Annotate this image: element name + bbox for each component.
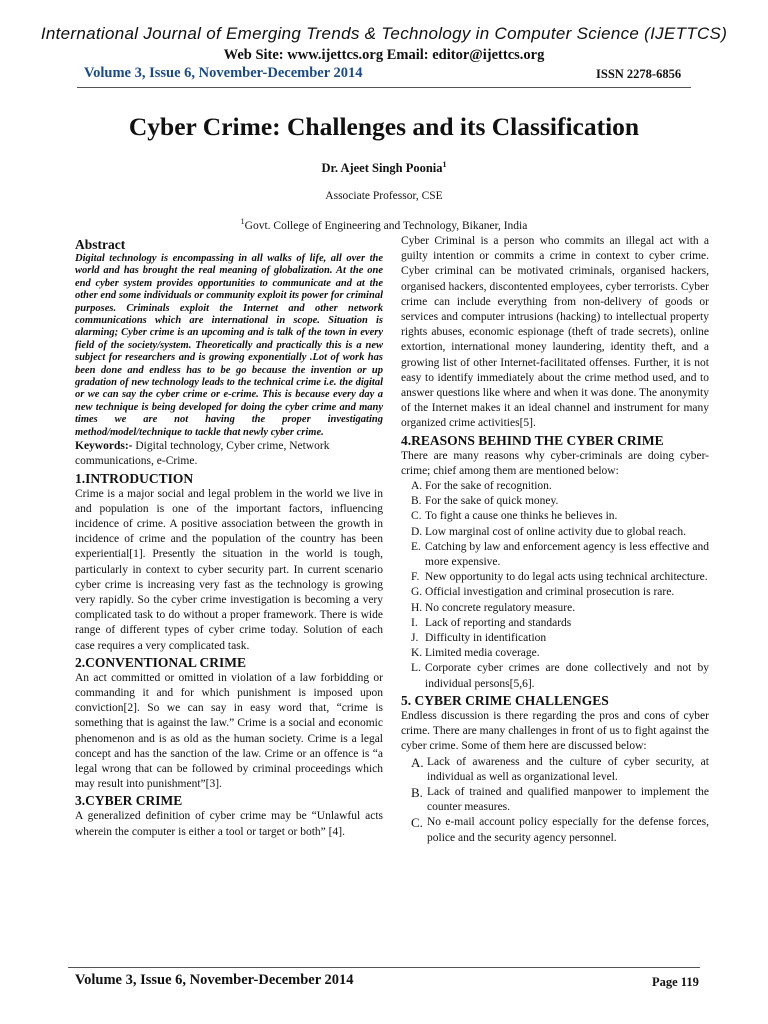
section-heading-cyber-crime: 3.CYBER CRIME <box>75 793 183 809</box>
conventional-crime-text: An act committed or omitted in violation of a law forbidding or commanding it and for which punishment is imposed upon conviction[2]. So we can say in easy word that, “crime is something that is against the law.” Crime is a social and economic phenomenon and is as old as the human society. Crime is a legal concept and has the sanction of the law. Crime or an offence is “a legal wrong that can be followed by criminal proceedings which may result into punishment”[3]. <box>75 671 383 791</box>
section-heading-reasons: 4.REASONS BEHIND THE CYBER CRIME <box>401 432 664 448</box>
header-issn: ISSN 2278-6856 <box>596 67 682 81</box>
challenges-intro: Endless discussion is there regarding the pros and cons of cyber crime. There are many challenges in front of us to fight against the cyber crime. Some of them here are discussed below: <box>401 709 709 753</box>
list-item: E. Catching by law and enforcement agency is less effective and more expensive. <box>411 540 709 569</box>
introduction-text: Crime is a major social and legal problem in the world we live in and population is one of the important factors, influencing incidence of crime. A positive association between the growth in incidence of crime and the population of the country has been experiential[1]. Presently the situation in the world is tough, particularly in context to cyber security part. In current scenario cyber crime is increasing very fast as the technology is growing very rapidly. So the cyber crime investigation is becoming a very complicated task to do without a proper framework. There is wide range of different types of cyber crime today. Solution of each case requires a very complicated task. <box>75 487 383 652</box>
section-heading-introduction: 1.INTRODUCTION <box>75 470 194 486</box>
list-item: C. To fight a cause one thinks he believes in. <box>411 510 618 523</box>
list-item: B. For the sake of quick money. <box>411 495 559 508</box>
header-volume: Volume 3, Issue 6, November-December 2014 <box>84 65 363 81</box>
author-position: Associate Professor, CSE <box>325 190 443 202</box>
cyber-crime-continued-text: Cyber Criminal is a person who commits an illegal act with a guilty intention or commits a crime in context to cyber crime. Cyber criminal can be motivated criminals, organised hackers, organised hackers, discontented employees, cyber terrorists. Cyber crime can include everything from non-delivery of goods or services and computer intrusions (hacking) to intellectual property rights abuses, economic espionage (theft of trade secrets), online extortion, international money laundering, identity theft, and a growing list of other Internet-facilitated offenses. Further, it is not easy to identify immediately about the crime method used, and to answer questions like where and when it was done. The anonymity of the Internet makes it an ideal channel and instrument for many organized crime activities[5]. <box>401 235 709 430</box>
list-item: F. New opportunity to do legal acts using technical architecture. <box>411 571 708 584</box>
journal-title: International Journal of Emerging Trends & Technology in Computer Science (IJETTCS) <box>40 24 728 43</box>
footer-page-number: Page 119 <box>652 975 699 989</box>
footer-volume: Volume 3, Issue 6, November-December 2014 <box>75 972 354 988</box>
keywords <box>75 439 383 469</box>
journal-website: Web Site: www.ijettcs.org Email: editor@ijettcs.org <box>223 47 545 63</box>
reasons-list <box>401 479 709 692</box>
right-column <box>401 234 709 846</box>
affiliation: Govt. College of Engineering and Technology, Bikaner, India <box>244 219 528 232</box>
list-item: C. No e-mail account policy especially for the defense forces, police and the security agency personnel. <box>411 815 709 844</box>
list-item: A. Lack of awareness and the culture of cyber security, at individual as well as organizational level. <box>411 754 709 783</box>
header-rule <box>77 87 691 88</box>
reasons-intro: There are many reasons why cyber-criminals are doing cyber-crime; chief among them are mentioned below: <box>401 449 709 477</box>
abstract-text: Digital technology is encompassing in all walks of life, all over the world and has brought the real meaning of globalization. At the one end cyber system provides opportunities to communicate and at the other end some individuals or community exploit its power for criminal purposes. Criminals exploit the Internet and other network communications which are international in scope. Situation is alarming; Cyber crime is an upcoming and is talk of the town in every field of the society/system. Theoretically and practically this is a new subject for researchers and is growing exponentially .Lot of work has been done and endless has to be go because the invention or up gradation of new technology leads to the technical crime i.e. the digital or we can say the cyber crime or e-crime. This is because every day a new technique is being developed for doing the cyber crime and many times we are not having the proper investigating method/model/technique to tackle that newly cyber crime. <box>75 253 383 438</box>
keywords-text: Digital technology, Cyber crime, Network communications, e-Crime. <box>75 440 330 468</box>
affiliation-sup: 1 <box>240 217 245 226</box>
list-item: H. No concrete regulatory measure. <box>411 601 576 614</box>
section-heading-challenges: 5. CYBER CRIME CHALLENGES <box>401 692 609 708</box>
footer-rule <box>68 967 700 968</box>
left-column <box>75 234 383 840</box>
keywords-label: Keywords:- <box>75 440 133 453</box>
paper-title: Cyber Crime: Challenges and its Classification <box>128 112 640 141</box>
list-item: I. Lack of reporting and standards <box>411 616 572 629</box>
list-item: K. Limited media coverage. <box>411 647 540 660</box>
list-item: G. Official investigation and criminal prosecution is rare. <box>411 586 675 599</box>
author-line <box>0 160 768 176</box>
challenges-list <box>401 755 709 846</box>
section-heading-conventional-crime: 2.CONVENTIONAL CRIME <box>75 654 247 670</box>
list-item: B. Lack of trained and qualified manpower to implement the counter measures. <box>411 784 709 814</box>
list-item: J. Difficulty in identification <box>411 632 547 645</box>
list-item: D. Low marginal cost of online activity due to global reach. <box>411 525 687 538</box>
cyber-crime-text: A generalized definition of cyber crime may be “Unlawful acts wherein the computer is either a tool or target or both” [4]. <box>75 810 383 838</box>
author-sup: 1 <box>442 160 447 169</box>
list-item: L. Corporate cyber crimes are done collectively and not by individual persons[5,6]. <box>411 662 709 690</box>
abstract-heading: Abstract <box>75 237 126 252</box>
affiliation-line <box>0 217 768 232</box>
author-name: Dr. Ajeet Singh Poonia <box>321 161 443 176</box>
list-item: A. For the sake of recognition. <box>411 480 552 493</box>
